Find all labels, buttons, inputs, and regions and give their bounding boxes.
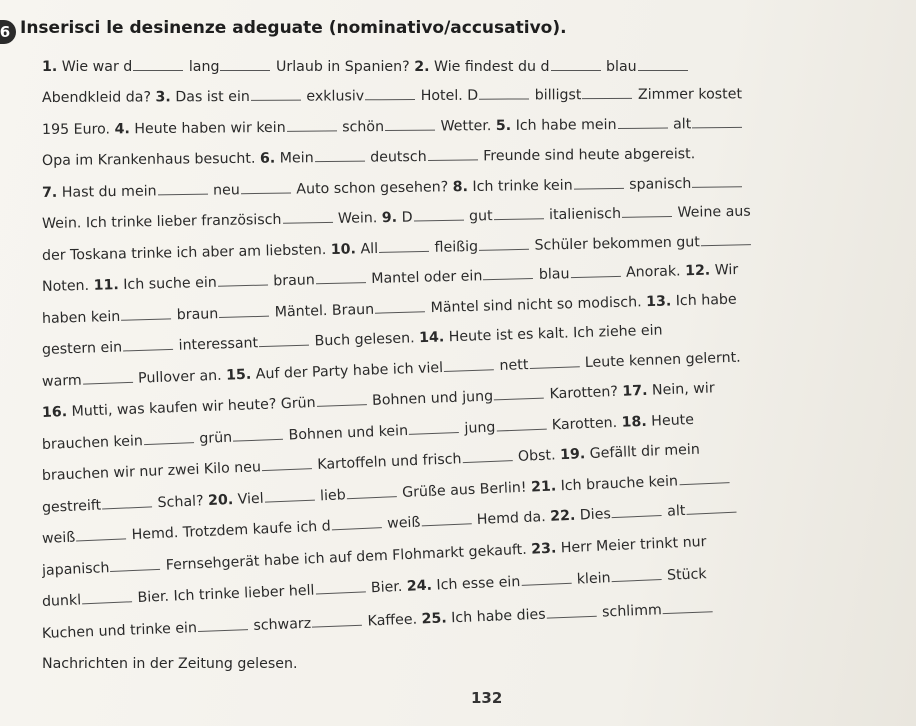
answer-blank[interactable] [144, 430, 194, 445]
text-segment: Heute haben wir kein [129, 119, 286, 138]
answer-blank[interactable] [494, 386, 544, 401]
answer-blank[interactable] [444, 357, 494, 372]
text-segment: Wetter. [435, 118, 496, 135]
text-segment: Grüße aus Berlin! [397, 479, 532, 502]
item-number: 21. [530, 478, 557, 496]
text-segment: Ich esse ein [431, 573, 521, 594]
text-segment: Hotel. D [416, 87, 479, 105]
item-number: 13. [645, 293, 672, 311]
answer-blank[interactable] [662, 599, 712, 614]
text-segment: Wie war d [57, 59, 133, 75]
text-segment: Kuchen und trinke ein [41, 620, 198, 642]
text-segment: Viel [232, 490, 265, 508]
item-number: 8. [452, 179, 469, 196]
answer-blank[interactable] [686, 500, 737, 515]
text-segment: Ich habe [671, 291, 737, 310]
answer-blank[interactable] [331, 515, 382, 530]
answer-blank[interactable] [479, 237, 529, 251]
answer-blank[interactable] [692, 174, 742, 188]
text-segment: weiß [382, 514, 421, 533]
text-segment: Schal? [152, 493, 209, 512]
answer-blank[interactable] [611, 503, 662, 518]
item-number: 12. [684, 262, 711, 280]
answer-blank[interactable] [409, 420, 459, 435]
text-segment: Obst. [513, 447, 561, 466]
answer-blank[interactable] [110, 557, 161, 572]
answer-blank[interactable] [121, 306, 171, 320]
text-segment: Mäntel. Braun [270, 301, 375, 321]
text-segment: Bier. [366, 578, 408, 597]
exercise-line [42, 58, 689, 75]
text-segment: All [355, 240, 379, 258]
text-segment: schwarz [248, 615, 312, 635]
answer-blank[interactable] [462, 448, 512, 463]
text-segment: 195 Euro. [41, 121, 115, 138]
answer-blank[interactable] [157, 182, 207, 196]
item-number: 17. [622, 382, 648, 400]
text-segment: warm [41, 372, 82, 390]
text-segment: Gefällt dir mein [584, 441, 701, 463]
item-number: 10. [330, 241, 357, 258]
text-segment: Abendkleid da? [41, 89, 156, 106]
text-segment: braun [172, 306, 219, 324]
answer-blank[interactable] [312, 613, 362, 628]
item-number: 2. [414, 59, 430, 75]
answer-blank[interactable] [218, 272, 268, 286]
answer-blank[interactable] [413, 208, 463, 222]
text-segment: schön [337, 119, 385, 136]
answer-blank[interactable] [483, 266, 533, 280]
text-segment: nett [494, 357, 529, 375]
exercise-line [42, 656, 297, 672]
answer-blank[interactable] [692, 115, 742, 128]
answer-blank[interactable] [241, 181, 291, 195]
text-segment: gut [464, 208, 493, 225]
exercise-title: Inserisci le desinenze adeguate (nominativo/accusativo). [20, 18, 567, 38]
text-segment: grün [194, 429, 233, 448]
answer-blank[interactable] [546, 604, 596, 619]
answer-blank[interactable] [262, 456, 312, 471]
exercise-line [42, 322, 663, 358]
text-segment: billigst [530, 87, 582, 104]
item-number: 16. [41, 404, 68, 421]
answer-blank[interactable] [219, 304, 269, 318]
text-segment: Mäntel sind nicht so modisch. [425, 294, 647, 317]
item-number: 20. [207, 491, 234, 510]
text-segment: klein [571, 570, 611, 588]
text-segment: brauchen wir nur zwei Kilo neu [41, 459, 262, 484]
text-segment: Karotten. [547, 414, 622, 434]
text-segment: Wie findest du d [429, 59, 550, 75]
text-segment: Noten. [41, 277, 94, 295]
text-segment: Urlaub in Spanien? [271, 59, 415, 75]
answer-blank[interactable] [638, 58, 688, 71]
answer-blank[interactable] [479, 86, 529, 99]
text-segment: Nachrichten in der Zeitung gelesen. [42, 656, 298, 672]
answer-blank[interactable] [220, 58, 270, 71]
answer-blank[interactable] [264, 488, 315, 503]
item-number: 24. [406, 577, 433, 595]
item-number: 25. [421, 610, 448, 628]
text-segment: Das ist ein [170, 88, 250, 106]
text-segment: lieb [315, 487, 347, 505]
item-number: 23. [530, 540, 557, 558]
item-number: 9. [381, 209, 398, 227]
answer-blank[interactable] [496, 417, 546, 432]
answer-blank[interactable] [287, 118, 337, 131]
text-segment: Dies [574, 506, 612, 524]
item-number: 11. [93, 277, 119, 294]
text-segment: Buch gelesen. [309, 330, 420, 350]
text-segment: deutsch [365, 148, 427, 166]
text-segment: Mein [275, 150, 314, 167]
answer-blank[interactable] [611, 567, 662, 582]
text-segment: Fernsehgerät habe ich auf dem Flohmarkt gekauft. [161, 541, 532, 574]
text-segment: Stück [662, 566, 707, 584]
text-segment: Bohnen und kein [283, 422, 409, 444]
answer-blank[interactable] [282, 210, 332, 224]
text-segment: Ich suche ein [118, 274, 217, 294]
answer-blank[interactable] [76, 526, 127, 541]
text-segment: haben kein [41, 308, 121, 327]
text-segment: gestreift [41, 497, 102, 516]
text-segment: Hast du mein [57, 183, 157, 201]
item-number: 19. [559, 446, 586, 464]
answer-blank[interactable] [233, 427, 283, 442]
text-segment: Heute [646, 411, 695, 430]
exercise-line [42, 203, 751, 232]
text-segment: Bohnen und jung [367, 388, 494, 410]
exercise-line [42, 174, 744, 201]
text-segment: braun [268, 272, 315, 290]
answer-blank[interactable] [316, 392, 366, 407]
text-segment: blau [534, 266, 570, 283]
answer-blank[interactable] [493, 206, 543, 220]
answer-blank[interactable] [251, 88, 301, 101]
text-segment: Hemd da. [471, 508, 551, 529]
text-segment: alt [662, 502, 686, 520]
text-segment: blau [601, 59, 637, 75]
text-segment: Bier. Ich trinke lieber hell [132, 582, 315, 607]
text-segment: neu [208, 182, 240, 199]
text-segment: alt [668, 116, 692, 133]
answer-blank[interactable] [133, 58, 183, 71]
text-segment: Pullover an. [133, 367, 227, 387]
answer-blank[interactable] [82, 589, 133, 604]
text-segment: Ich trinke kein [467, 177, 573, 196]
text-segment: spanisch [624, 175, 692, 193]
exercise-line [42, 115, 743, 138]
answer-blank[interactable] [570, 264, 620, 278]
text-segment: Wein. [333, 210, 382, 227]
item-number: 22. [549, 507, 576, 525]
text-segment: Ich brauche kein [555, 473, 679, 495]
text-segment: Nein, wir [647, 380, 715, 399]
answer-blank[interactable] [551, 58, 601, 71]
text-segment: Weine aus [672, 203, 751, 221]
answer-blank[interactable] [679, 470, 730, 485]
page-number: 132 [471, 689, 503, 707]
text-segment: Auto schon gesehen? [291, 179, 453, 198]
text-segment: Leute kennen gelernt. [580, 349, 741, 372]
exercise-line [42, 261, 739, 295]
text-segment: interessant [173, 335, 259, 354]
text-segment: Heute ist es kalt. Ich ziehe ein [443, 322, 663, 346]
answer-blank[interactable] [428, 147, 478, 161]
text-segment: Auf der Party habe ich viel [251, 360, 444, 383]
answer-blank[interactable] [574, 176, 624, 190]
text-segment: Mutti, was kaufen wir heute? Grün [66, 394, 316, 421]
answer-blank[interactable] [421, 511, 472, 526]
text-segment: Kaffee. [362, 611, 422, 630]
item-number: 1. [42, 59, 58, 75]
text-segment: D [396, 209, 413, 226]
item-number: 6. [259, 150, 276, 167]
text-segment: Ich habe dies [446, 606, 546, 627]
item-number: 15. [225, 366, 252, 384]
answer-blank[interactable] [315, 149, 365, 163]
answer-blank[interactable] [316, 270, 366, 284]
text-segment: weiß [41, 529, 76, 547]
answer-blank[interactable] [521, 571, 572, 586]
text-segment: der Toskana trinke ich aber am liebsten. [41, 241, 332, 264]
answer-blank[interactable] [102, 494, 153, 509]
text-segment: Wein. Ich trinke lieber französisch [41, 211, 282, 232]
text-segment: brauchen kein [41, 433, 144, 453]
text-segment: Hemd. Trotzdem kaufe ich d [126, 518, 332, 544]
exercise-number-badge: 6 [0, 20, 16, 44]
text-segment: Kartoffeln und frisch [312, 451, 462, 474]
answer-blank[interactable] [315, 579, 366, 594]
answer-blank[interactable] [622, 204, 672, 218]
exercise-line [42, 232, 752, 264]
exercise-line [42, 145, 695, 169]
answer-blank[interactable] [529, 354, 579, 369]
answer-blank[interactable] [385, 118, 435, 131]
text-segment: Freunde sind heute abgereist. [478, 146, 696, 165]
text-segment: schlimm [597, 602, 663, 621]
text-segment: Herr Meier trinkt nur [555, 533, 707, 557]
text-segment: gestern ein [41, 339, 123, 358]
item-number: 5. [495, 117, 512, 135]
text-segment: jung [459, 419, 496, 437]
answer-blank[interactable] [379, 239, 429, 253]
text-segment: Anorak. [621, 263, 686, 281]
exercise-line [42, 85, 742, 106]
answer-blank[interactable] [617, 116, 667, 129]
text-segment: lang [184, 59, 220, 75]
answer-blank[interactable] [346, 484, 397, 499]
text-segment: dunkl [41, 592, 82, 610]
answer-blank[interactable] [198, 617, 248, 632]
answer-blank[interactable] [582, 86, 632, 99]
text-segment: Ich habe mein [511, 116, 617, 134]
answer-blank[interactable] [123, 337, 173, 352]
text-segment: italienisch [544, 205, 622, 224]
text-segment: Schüler bekommen gut [529, 234, 701, 254]
answer-blank[interactable] [701, 232, 751, 246]
text-segment: Karotten? [544, 383, 623, 403]
text-segment: fleißig [429, 238, 479, 256]
text-segment: Mantel oder ein [366, 268, 483, 288]
text-segment: Opa im Krankenhaus besucht. [41, 150, 261, 169]
answer-blank[interactable] [365, 87, 415, 100]
text-segment: japanisch [41, 560, 110, 579]
text-segment: Zimmer kostet [633, 86, 743, 103]
answer-blank[interactable] [259, 333, 309, 348]
answer-blank[interactable] [375, 299, 425, 313]
text-segment: exklusiv [301, 88, 365, 105]
item-number: 7. [41, 184, 58, 201]
item-number: 4. [114, 121, 130, 138]
answer-blank[interactable] [82, 370, 132, 385]
item-number: 3. [155, 89, 171, 106]
item-number: 18. [621, 413, 648, 431]
item-number: 14. [418, 329, 445, 347]
text-segment: Wir [710, 261, 739, 279]
